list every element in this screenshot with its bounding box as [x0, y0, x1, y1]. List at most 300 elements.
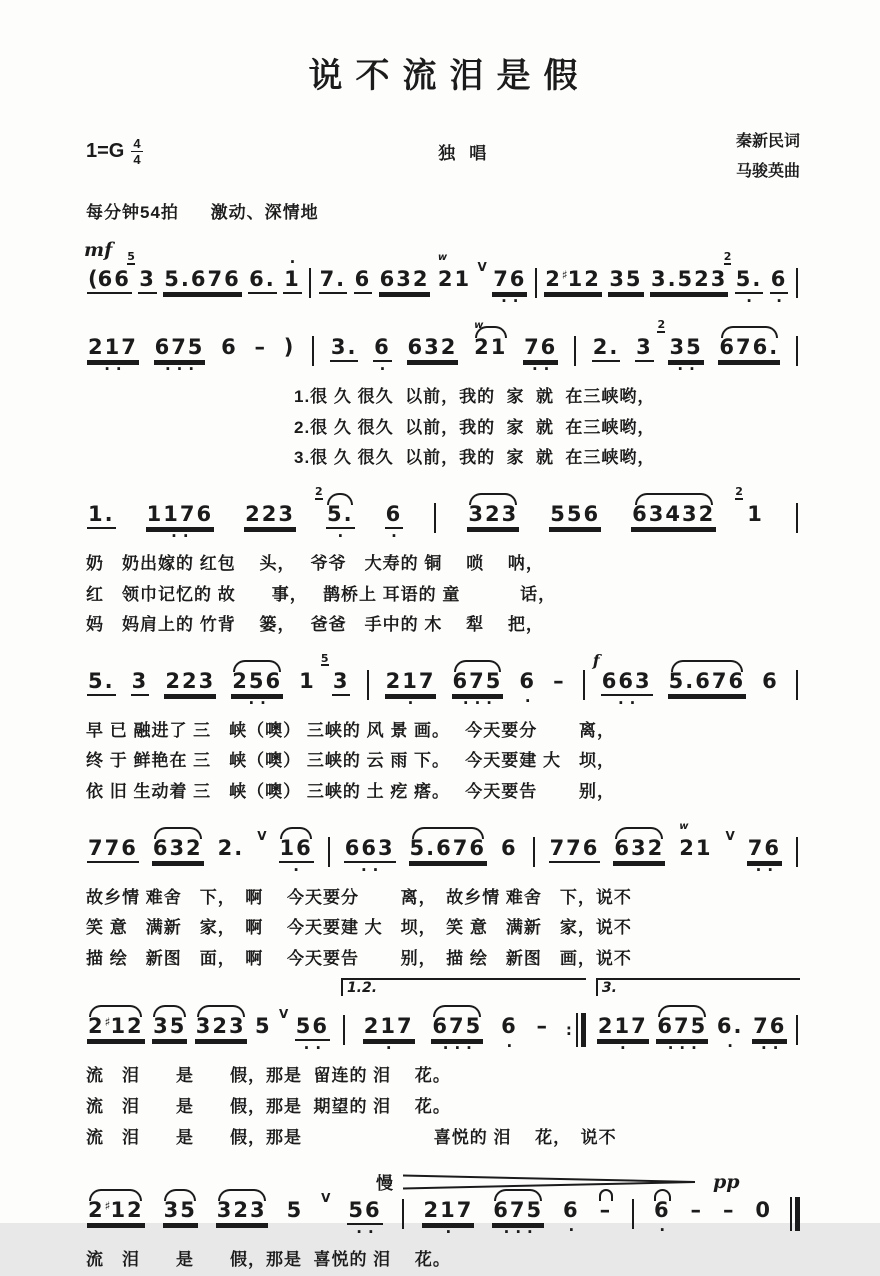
note-group	[549, 824, 601, 863]
note-digits: 35	[668, 337, 703, 362]
note-digits: 76	[523, 337, 558, 362]
octave-dots-below	[293, 860, 299, 879]
note-digits: 256	[231, 671, 283, 696]
octave-dots-below	[391, 526, 397, 545]
octave-dots-below	[659, 1221, 666, 1240]
note-group	[500, 824, 519, 861]
note-digits: –	[254, 335, 268, 360]
tempo-row	[86, 198, 800, 223]
note-group	[319, 255, 348, 294]
note-group	[592, 650, 653, 712]
note-group	[330, 323, 359, 362]
performance-type-label: 独唱	[438, 144, 501, 163]
note-digits: 776	[87, 838, 139, 863]
lyric-line: 终 于 鲜艳在 三 峡（噢） 三峡的 云 雨 下。 今天要建 大 坝，	[86, 751, 616, 771]
notation-line	[86, 250, 800, 311]
note-group	[87, 323, 139, 379]
note-ornament-area	[379, 255, 431, 269]
octave-dot-below: ·	[667, 1039, 674, 1058]
octave-dot-below: ·	[462, 693, 469, 712]
note-digits: 223	[244, 504, 296, 529]
octave-dots-below	[407, 693, 414, 712]
lyric-line: 奶 奶出嫁的 红包 头， 爷爷 大寿的 铜 唢 呐，	[86, 553, 544, 573]
note-ornament-area	[231, 657, 283, 671]
music-system-7	[86, 1169, 800, 1276]
octave-dots-below	[619, 1039, 626, 1058]
octave-dot-below: ·	[772, 1039, 779, 1058]
note-group	[283, 255, 302, 294]
tempo-marking: 每分钟54拍	[86, 203, 179, 223]
octave-dot-below: ·	[515, 1223, 522, 1242]
note-digits: 676.	[718, 337, 780, 362]
barline	[535, 268, 537, 298]
octave-dot-below: ·	[454, 1039, 461, 1058]
note-digits: 2♯12	[87, 1016, 145, 1041]
note-group	[220, 323, 239, 360]
lyric-line: 流 泪 是 假，那是 喜悦的 泪 花。	[86, 1250, 451, 1270]
note-ornament-area	[216, 1186, 268, 1200]
note-digits: 3	[332, 671, 351, 696]
note-group	[163, 255, 241, 294]
note-group	[473, 320, 508, 360]
notation-line	[86, 650, 800, 712]
note-digits: 6	[519, 668, 537, 693]
note-ornament-area	[320, 651, 351, 671]
note-group	[549, 490, 601, 529]
note-group	[87, 657, 116, 696]
note-group	[163, 1186, 198, 1225]
notation-line	[86, 1186, 800, 1242]
note-group	[752, 1002, 787, 1058]
octave-dots-below	[667, 1039, 697, 1058]
lyric-line: 早 已 融进了 三 峡（噢） 三峡的 风 景 画。 今天要分 离，	[86, 720, 616, 740]
note-group	[492, 255, 527, 311]
octave-dot-below: ·	[543, 360, 550, 379]
barline	[576, 1013, 578, 1047]
lyric-line: 笑 意 满新 家， 啊 今天要建 大 坝， 笑 意 满新 家，说不	[86, 918, 632, 938]
note-ornament-area	[500, 1002, 519, 1016]
volta-bracket: 1.2.	[341, 978, 586, 996]
note-ornament-area	[146, 490, 214, 504]
note-digits: 6	[385, 504, 404, 529]
octave-dot-below: ·	[776, 292, 782, 311]
note-group	[754, 1186, 773, 1223]
octave-dots-below	[445, 1223, 452, 1242]
note-group	[722, 1186, 737, 1223]
note-group	[552, 657, 567, 694]
note-group	[716, 1002, 745, 1056]
note-ornament-area	[248, 255, 277, 269]
octave-dot-below: ·	[617, 693, 624, 712]
note-group	[536, 1002, 551, 1039]
octave-dots-below	[442, 1039, 472, 1058]
octave-dots-below	[248, 693, 266, 712]
note-digits: 663	[601, 671, 653, 696]
octave-dot-below: ·	[466, 1039, 472, 1058]
slur-icon	[454, 660, 502, 672]
measure-group	[86, 1186, 800, 1242]
music-system-2	[86, 318, 800, 474]
note-group	[747, 824, 782, 879]
score-body	[86, 239, 800, 1276]
pp-dynamic-label: pp	[713, 1170, 740, 1193]
octave-dots-below	[171, 526, 189, 545]
note-group	[87, 1002, 145, 1041]
lyric-line: 红 领巾记忆的 故 事， 鹊桥上 耳语的 童 话，	[86, 584, 557, 604]
octave-dots-below	[755, 860, 774, 879]
expression-marking: 激动、深情地	[210, 203, 319, 223]
note-ornament-area	[552, 657, 567, 671]
octave-dot-below: ·	[659, 1221, 666, 1240]
lyric-line: 依 旧 生动着 三 峡（噢） 三峡的 土 疙 瘩。 今天要告 别，	[86, 781, 616, 801]
note-digits: 35	[163, 1200, 198, 1225]
slur-icon	[89, 1005, 142, 1017]
measure-group	[86, 318, 800, 379]
note-ornament-area	[716, 1002, 745, 1016]
octave-dot-below: ·	[629, 693, 636, 712]
note-ornament-area	[668, 657, 746, 671]
note-digits: 0	[755, 1198, 773, 1223]
note-digits: 5	[286, 1198, 304, 1223]
note-group	[231, 657, 283, 712]
octave-dot-above: ·	[289, 253, 296, 272]
octave-dot-below: ·	[176, 360, 183, 379]
note-ornament-area	[422, 1186, 474, 1200]
note-ornament-area	[544, 255, 602, 269]
note-ornament-area	[597, 1002, 649, 1016]
note-group	[216, 1186, 268, 1225]
note-group	[656, 1002, 708, 1058]
breath-mark-icon: V	[257, 828, 267, 843]
note-digits: 21	[437, 267, 472, 292]
note-ornament-area	[217, 824, 246, 838]
note-group	[87, 490, 116, 529]
time-signature-denominator: 4	[133, 152, 141, 167]
note-ornament-area	[283, 323, 297, 337]
barline	[583, 670, 585, 700]
note-ornament-area	[87, 1186, 145, 1200]
key-signature	[86, 137, 143, 166]
measure-group	[341, 980, 586, 1058]
note-ornament-area	[344, 824, 396, 838]
note-digits: 675	[154, 337, 206, 362]
note-ornament-area	[220, 323, 239, 337]
note-digits: –	[722, 1198, 736, 1223]
note-ornament-area	[131, 657, 150, 671]
note-ornament-area	[286, 1186, 305, 1200]
note-group	[379, 255, 431, 294]
octave-dot-below: ·	[689, 360, 695, 379]
dynamic-mark: f	[592, 650, 600, 670]
slur-icon	[494, 1189, 542, 1201]
octave-dots-below	[104, 360, 122, 379]
note-group	[127, 250, 157, 294]
octave-dots-below	[501, 292, 519, 311]
note-digits: 632	[152, 838, 204, 863]
lyrics-block	[86, 1245, 800, 1276]
lyric-line: 故乡情 难舍 下， 啊 今天要分 离， 故乡情 难舍 下，说不	[86, 887, 632, 907]
octave-dot-below: ·	[503, 1223, 510, 1242]
mordent-icon: w	[679, 820, 688, 832]
notation-line	[86, 980, 800, 1058]
note-ornament-area	[254, 1002, 273, 1016]
octave-dot-below: ·	[115, 360, 122, 379]
octave-dot-below: ·	[619, 1039, 626, 1058]
note-ornament-area	[431, 1002, 483, 1016]
note-digits: 632	[407, 337, 459, 362]
octave-dot-below: ·	[568, 1221, 575, 1240]
barline	[796, 336, 798, 366]
barline	[402, 1199, 404, 1229]
slur-icon	[635, 493, 713, 505]
note-digits: 3	[635, 337, 654, 362]
note-ornament-area	[770, 255, 789, 269]
note-group	[650, 255, 728, 294]
note-digits: 675	[431, 1016, 483, 1041]
note-digits: 1176	[146, 504, 214, 529]
octave-dots-below	[385, 1039, 392, 1058]
slur-icon	[218, 1189, 266, 1201]
note-ornament-area	[330, 323, 359, 337]
credits	[736, 127, 800, 186]
note-group	[631, 490, 716, 529]
note-group	[690, 1186, 705, 1223]
note-group	[344, 824, 396, 879]
slur-icon	[469, 493, 517, 505]
barline	[343, 1015, 345, 1045]
note-group	[87, 255, 132, 294]
note-group	[668, 657, 746, 696]
notation-line	[86, 820, 800, 879]
note-digits: 6	[221, 335, 238, 360]
note-digits: 675	[452, 671, 504, 696]
sharp-icon: ♯	[104, 1015, 111, 1030]
octave-dot-below: ·	[755, 860, 762, 879]
note-digits: 6	[500, 835, 518, 860]
sharp-icon: ♯	[561, 268, 568, 283]
note-ornament-area	[409, 824, 487, 838]
note-digits: 663	[344, 838, 396, 863]
barline	[632, 1199, 634, 1229]
note-digits: 6	[653, 1198, 671, 1223]
measure-group	[86, 250, 800, 311]
lyrics-block	[294, 382, 800, 474]
note-digits: 675	[492, 1200, 544, 1225]
octave-dots-below	[303, 1039, 322, 1058]
octave-dot-below: ·	[760, 1039, 767, 1058]
note-ornament-area	[354, 255, 373, 269]
breath-mark-icon: V	[279, 1007, 289, 1022]
note-digits: 2♯12	[544, 269, 602, 294]
octave-dot-below: ·	[727, 1037, 733, 1056]
note-digits: 5.676	[409, 838, 487, 863]
octave-dot-below: ·	[171, 526, 177, 545]
octave-dot-below: ·	[188, 360, 195, 379]
note-ornament-area	[163, 255, 241, 269]
note-ornament-area	[650, 255, 728, 269]
note-digits: 217	[363, 1016, 415, 1041]
note-group	[635, 323, 654, 362]
note-ornament-area	[244, 490, 296, 504]
octave-dot-below: ·	[679, 1039, 686, 1058]
lyric-line: 妈 妈肩上的 竹背 篓， 爸爸 手中的 木 犁 把，	[86, 615, 544, 635]
grace-note: 5	[127, 250, 135, 264]
note-ornament-area	[723, 250, 764, 269]
octave-dots-below	[360, 860, 379, 879]
note-ornament-area	[592, 323, 621, 337]
note-group	[518, 657, 537, 710]
note-digits: 63432	[631, 504, 716, 529]
lyricist-credit: 秦新民词	[735, 133, 800, 150]
note-ornament-area	[87, 323, 139, 337]
note-digits: 5.	[326, 504, 355, 529]
note-digits: 2.	[217, 835, 245, 860]
note-ornament-area	[385, 657, 437, 671]
octave-dot-below: ·	[164, 360, 171, 379]
slur-icon	[153, 1005, 185, 1017]
note-ornament-area	[747, 824, 782, 838]
mordent-icon: w	[474, 320, 483, 332]
note-ornament-area	[678, 820, 713, 838]
octave-dot-below: ·	[293, 860, 299, 879]
measure-group	[596, 980, 800, 1058]
note-digits: 2.	[592, 337, 621, 362]
octave-dot-below: ·	[391, 526, 397, 545]
note-digits: (66	[87, 269, 132, 294]
note-digits: 5.	[735, 269, 764, 294]
note-group	[295, 1002, 330, 1058]
note-digits: 56	[295, 1016, 330, 1041]
lyric-line: 流 泪 是 假，那是 留连的 泪 花。	[86, 1066, 451, 1086]
note-digits: 217	[597, 1016, 649, 1041]
slur-icon	[671, 660, 743, 672]
note-ornament-area	[518, 657, 537, 671]
note-group	[154, 323, 206, 379]
barline	[328, 837, 330, 867]
note-ornament-area	[452, 657, 504, 671]
note-group	[613, 824, 665, 863]
note-ornament-area	[87, 255, 132, 269]
notation-line	[86, 318, 800, 379]
octave-dots-below	[379, 360, 386, 379]
music-system-6	[86, 980, 800, 1153]
note-digits: 6	[373, 337, 392, 362]
note-group	[152, 1002, 187, 1041]
note-digits: 56	[347, 1200, 382, 1225]
note-ornament-area	[492, 255, 527, 269]
barline	[574, 336, 576, 366]
lyrics-block	[86, 549, 800, 641]
note-group	[599, 1186, 614, 1223]
note-digits: 3.	[330, 337, 359, 362]
note-ornament-area	[87, 657, 116, 671]
note-digits: 5.	[87, 671, 116, 696]
octave-dot-below: ·	[315, 1039, 322, 1058]
octave-dots-below	[776, 292, 782, 311]
note-ornament-area	[163, 1186, 198, 1200]
octave-dots-below	[568, 1221, 575, 1240]
slur-icon	[615, 827, 663, 839]
lyric-line: 描 绘 新图 面， 啊 今天要告 别， 描 绘 新图 画，说不	[86, 948, 632, 968]
octave-dot-below: ·	[527, 1223, 533, 1242]
note-ornament-area	[500, 824, 519, 838]
note-group	[146, 490, 214, 545]
note-ornament-area	[195, 1002, 247, 1016]
note-group	[761, 657, 780, 694]
octave-dot-below: ·	[104, 360, 110, 379]
final-barline	[790, 1197, 800, 1231]
note-digits: )	[283, 335, 296, 360]
slur-icon	[233, 660, 281, 672]
note-digits: 21	[679, 835, 713, 860]
breath-mark-icon: V	[725, 828, 735, 843]
note-digits: 556	[549, 504, 601, 529]
note-digits: 6	[563, 1198, 580, 1223]
octave-dot-below: ·	[524, 691, 531, 710]
note-digits: 3	[131, 671, 150, 696]
slur-icon	[197, 1005, 245, 1017]
note-ornament-area	[87, 824, 139, 838]
note-digits: 76	[492, 269, 527, 294]
note-digits: 217	[385, 671, 437, 696]
note-digits: 76	[752, 1016, 787, 1041]
note-digits: 5	[254, 1014, 272, 1039]
octave-dot-below: ·	[379, 360, 386, 379]
slur-icon	[280, 827, 312, 839]
octave-dot-below: ·	[367, 1223, 374, 1242]
note-digits: 35	[152, 1016, 187, 1041]
note-group	[492, 1186, 544, 1242]
note-group	[347, 1186, 382, 1242]
note-group	[87, 1186, 145, 1225]
note-ornament-area	[152, 1002, 187, 1016]
note-ornament-area	[754, 1186, 773, 1200]
note-ornament-area	[283, 253, 302, 272]
note-ornament-area	[279, 824, 314, 838]
note-digits: 1.	[87, 504, 116, 529]
octave-dots-below	[164, 360, 195, 379]
measure-group	[86, 1002, 331, 1058]
octave-dot-below: ·	[303, 1039, 310, 1058]
note-group	[653, 1186, 672, 1240]
note-group	[467, 490, 519, 529]
music-system-5	[86, 820, 800, 975]
notation-line	[86, 484, 800, 545]
octave-dots-below	[531, 360, 550, 379]
octave-dots-below	[760, 1039, 779, 1058]
note-digits: 6.	[716, 1014, 744, 1039]
note-digits: 223	[164, 671, 216, 696]
note-ornament-area	[549, 490, 601, 504]
slur-icon	[154, 827, 202, 839]
note-ornament-area	[347, 1186, 382, 1200]
note-group	[217, 824, 246, 861]
octave-dot-below: ·	[677, 360, 684, 379]
octave-dot-below: ·	[407, 693, 414, 712]
octave-dots-below	[503, 1223, 533, 1242]
slur-icon	[658, 1005, 706, 1017]
note-digits: 1	[283, 269, 302, 294]
slur-icon	[433, 1005, 481, 1017]
note-group	[315, 484, 355, 545]
octave-dot-below: ·	[501, 292, 507, 311]
lyrics-block	[86, 716, 800, 808]
note-ornament-area	[407, 323, 459, 337]
note-ornament-area	[492, 1186, 544, 1200]
note-digits: 323	[467, 504, 519, 529]
music-system-1	[84, 239, 800, 311]
octave-dot-below: ·	[474, 693, 481, 712]
